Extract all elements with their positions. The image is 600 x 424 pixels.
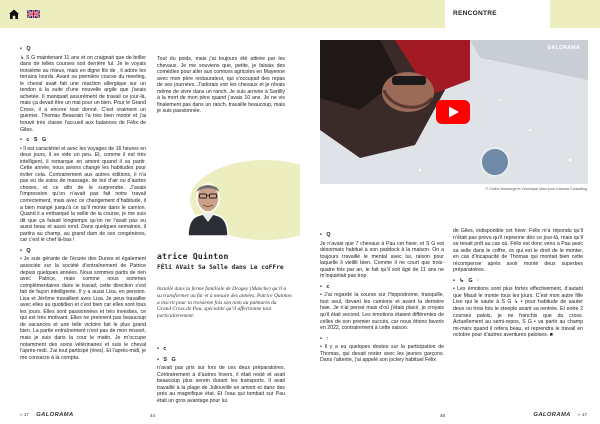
page-number: 44 [150,413,156,418]
left-column-1 [20,42,146,364]
paragraph: ↳ S G maintenant 11 ans et on craignait que de briller dans de telles courses soit derrière lui. Je le voyais troisième au mieux, mais en digne fils de , il adore les terrains lourds. Avant sa première course du meeting, le cheval avait fait une réaction allergique sur un tendon à la suite d’une nouvelle argile que j’avais achetée. Il manquait assurément de travail ce jour-là, mais ça devait être un mal pour un bien. Pour le Grand Cross, il a encore tout donné. C’est vraiment un guerrier. Thomas Beaurain l’a très bien monté et j’ai trouvé très classe l’accueil aux balances de Félix de Giles. [20,54,147,133]
question-heading: • Q [320,232,333,238]
play-button-icon[interactable] [436,100,470,124]
bio-text: Installé dans la ferme familiale de Dragey (Manche) qu’il a su transformer au fur et à mesure des années, Patrice Quinton a inscrit pour la troisième fois son nom au palmarès du Grand Cross de Pau, spécialité qu’il affectionne tout particulièrement. [157,286,292,320]
page-marker: » 17 [20,412,29,417]
paragraph: Je n’avais que 7 chevaux à Pau cet hiver, et S G est désormais habitué à son paddock à la maison. On a toujours travaillé le mental avec lui, raison pour laquelle il vieillit bien. Comme il ne court que trois-quatre fois par an, le fait qu’il soit âgé de 11 ans ne m’inquiétait pas trop. [320,240,444,280]
paragraph: n’avait pas pris sur lors de ces deux préparatoires. Contrairement à d’autres hivers, il était resté et avait beaucoup plus serein durant les transports. Il avait travaillé à la plage de Juliouville en amont et dans des prés au magnifique état. Et l’eau qui tombait sur Pau était un gros avantage pour lui. [157,365,285,404]
photo-credit: © Céline Moncorgé et Véronique Ulmo pour Karuma Consulting [485,187,587,191]
paragraph: de Giles, indisponible cet hiver. Félix m’a répondu qu’il n’était pas prévu qu’il reprenne dès ce jour-là, mais qu’il se tenait prêt au cas où. Félix est donc venu à Pau avec sa selle dans le coffre, ce qui est le droit de le monter, en cas d’incapacité de Thomas qui montait bien cette récompense après avoir monté deux superbes préparatoires. [453,228,583,274]
left-footer-marker [20,412,74,418]
question-heading: • Q [20,46,33,52]
paragraph: • Il y a eu quelques doutes sur la participation de Thomas, qui devait rester avec les jeunes garçons. Dans l’attente, j’ai appelé son jockey habituel Félix [320,344,444,364]
header-bar [300,0,600,28]
paragraph: • Je suis gérante de l’écurie des Dunes et également associée sur la société d’entraînement de Patrice depuis quelques années. Nous sommes partis de rien avec Patrice, mais comme nous sommes complémentaires dans le travail, cette direction s’est fait de façon intelligente. Il y a aussi Lisa, en pension. Lisa et Jérôme travaillent avec Lisa. Je peux travailler avec elles au quotidien et c’est bien car elles sont tous les jours. Elles sont passionnées et très investies, ce qui est très motivant. Elles ne prennent pas beaucoup de vacances et une telle victoire fait le plus grand bien. La partie entraînement n’est pas de mon ressort, mais je suis dans la cour le matin. Je m’occupe notamment des soins vétérinaires et suis le cheval l’après-midi. J’ai tout participé (rires). Et l’après-midi, je me consacre à la compta. [20,256,146,361]
header-bar [0,0,300,28]
question-heading: • ↳ G · [453,277,481,284]
question-heading: • Q [20,247,33,254]
uk-flag-icon[interactable] [27,10,40,18]
question-heading: • c [157,346,168,352]
paragraph: • Il est caractériel et avec les voyages de 16 heures en deux jours, il se vide un peu. Et, comme il est très intelligent, il remarque en amont quand il va partir. Cette année, nous avions changé les habitudes pour éviter cela. Contrairement aux autres éditions, il n’a pas eu de soins de massage, de bol d’air ou d’autres choses, et ce afin de le surprendre. J’avais l’impression qu’on n’avait pas fait notre travail correctement, mais avec ce changement d’habitude, il a bien mangé jusqu’à ce qu’il monte dans le camion. Quand il a embarqué la veille de la course, je me suis dit que ça faisait longtemps qu’on ne l’avait pas eu aussi beau et aussi rond. Dans quelques semaines, il partira au champ, au grand dam de ses congénères, car c’est le chef là-bas ! [20,145,146,244]
question-heading: • ↑ [320,335,331,342]
section-rubric: RENCONTRE [445,0,550,28]
brand-logo: GALORAMA [533,412,571,418]
brand-logo: GALORAMA [36,412,74,418]
left-column-2 [157,56,285,117]
video-brand-overlay: GALORAMA [547,45,580,51]
question-heading: • S G [157,356,178,363]
video-player[interactable] [320,40,588,184]
bio-name: atrice Quinton [157,252,229,261]
page-number: 45 [440,413,446,418]
portrait-photo [180,172,236,236]
right-footer-marker [533,412,587,418]
question-heading: • c [320,283,331,290]
page-marker: » 17 [578,412,587,417]
left-column-2-bottom [157,342,285,407]
right-page [300,0,600,424]
paragraph: Tout du poids, mais j’ai toujours été attirée par les chevaux. Je me souviens que, petite, je faisais des comédies pour aller aux comices agricoles en Mayenne avec mon père restaurateur, qui s’occupait des repas de ses journées. J’adorais voir les chevaux et je rêvais même de vivre dans un ranch. Je suis arrivée à Sartilly à la mort de mon père quand j’avais 10 ans. Je ne vis finalement pas dans un ranch, travaille beaucoup, mais je suis passionnée. [157,56,285,115]
paragraph: • Les émotions sont plus fortes effectivement, d’autant que Maud le monte tous les jours. C’est mon autre fille Lise qui le saute à S G ↳ • pour habitude de sauter deux ou trois fois le steeple avant sa rentrée. Et entre 2 courses palois, je ne franchis que du cross. Actuellement au semi-repos, S G • va partir au champ mi-mars quand il refera beau, et reprendra le travail en octobre pour d’autres aventures paloises. ■ [453,286,583,339]
bio-role: FÉlí AVait Sa Selle dans Le coFFre [157,264,284,271]
right-column-1 [320,228,444,366]
question-heading: • c S G [20,137,48,144]
paragraph: • J’ai regardé la course sur l’hippodrome, tranquille, tout seul, devant les camions et avant la dernière haie. Je n’ai pensé mais d’où j’étais placé, je croyais qu’il était second. Les émotions étaient différentes de celles de son premier succès, car nous étions favoris en 2022, contrairement à cette saison. [320,292,444,332]
home-icon[interactable] [8,8,20,20]
right-column-2 [453,228,583,341]
